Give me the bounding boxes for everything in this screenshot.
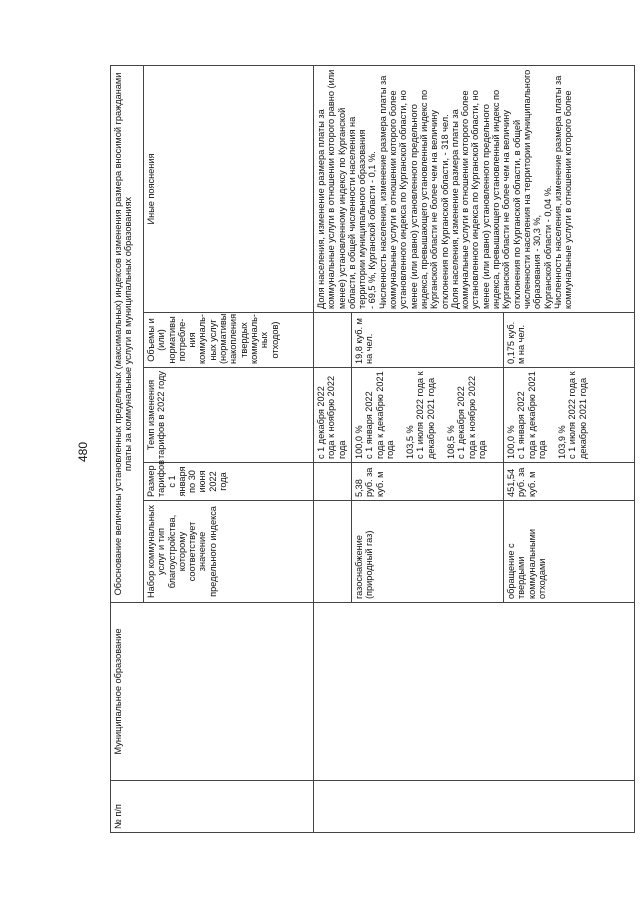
service-cell-empty <box>314 501 352 603</box>
gas-change-1: 100,0 % с 1 января 2022 года к декабрю 2021 года <box>354 371 395 459</box>
gas-tariff-size-cell: 5,38 руб. за куб. м <box>352 463 504 501</box>
municipality-cell <box>314 603 635 781</box>
volume-cell-empty <box>314 313 352 368</box>
waste-volume-cell: 0,175 куб. м на чел. <box>504 313 635 368</box>
table-row <box>314 65 352 832</box>
row-number-cell <box>314 781 635 833</box>
page-number: 480 <box>76 441 90 463</box>
rotated-table-container <box>110 66 635 833</box>
waste-tariff-size-cell: 451,54 руб. за куб. м <box>504 463 635 501</box>
gas-service-cell: газоснабжение (природный газ) <box>352 501 504 603</box>
waste-change-2: 103,9 % с 1 июля 2022 года к декабрю 2021 года <box>557 371 588 459</box>
header-justification: Обоснование величины установленных предельных (максимальных) индексов изменения размера вносимой гражданами платы за коммунальные услуги в муниципальных образованиях <box>111 65 144 602</box>
header-tariff-size: Размер тарифов с 1 января по 30 июня 2022 года <box>144 463 314 501</box>
gas-tariff-change-cell <box>352 368 504 463</box>
gas-change-2: 103,5 % с 1 июля 2022 года к декабрю 2021 года <box>405 371 436 459</box>
header-row-number: № п/п <box>111 781 314 833</box>
header-volumes: Объемы и (или) нормативы потребле-ния коммуналь-ных услуг (нормативы накопления твердых коммуналь-ных отходов) <box>144 313 314 368</box>
waste-service-cell: обращение с твердыми коммунальными отходами <box>504 501 635 603</box>
header-other: Иные пояснения <box>144 65 314 312</box>
waste-tariff-change-cell <box>504 368 635 463</box>
header-municipality: Муниципальное образование <box>111 603 314 781</box>
other-explanations-cell: Доля населения, изменение размера платы за коммунальные услуги в отношении которого равно (или менее) установленному индексу по Курганской области, в общей численности населения на территории муниципального образования - 69,5 %, Курганской области - 0,1 %. Численность населения, изменение размера платы за коммунальные услуги в отношении которого более установленного индекса по Курганской области, но менее (или равно) установленного предельного индекса, превышающего установленный индекс по Курганской области не более чем на величину отклонения по Курганской области, - 318 чел. Доля населения, изменение размера платы за коммунальные услуги в отношении которого более установленного индекса по Курганской области, но менее (или равно) установленного предельного индекса, превышающего установленный индекс по Курганской области не более чем на величину отклонения по Курганской области, в общей численности населения на территории муниципального образования - 30,3 %, Курганской области - 0,04 %. Численность населения, изменение размера платы за коммунальные услуги в отношении которого более <box>314 65 635 312</box>
justification-table <box>110 65 635 833</box>
waste-change-1: 100,0 % с 1 января 2022 года к декабрю 2021 года <box>506 371 547 459</box>
header-service-set: Набор коммунальных услуг и тип благоустройства, которому соответствует значение предельного индекса <box>144 501 314 603</box>
gas-volume-cell: 19,8 куб. м на чел. <box>352 313 504 368</box>
header-tariff-change: Темп изменения тарифов в 2022 году <box>144 368 314 463</box>
tariff-size-cell-empty <box>314 463 352 501</box>
tariff-change-cell: с 1 декабря 2022 года к ноябрю 2022 года <box>314 368 352 463</box>
gas-change-3: 108,5 % с 1 декабря 2022 года к ноябрю 2022 года <box>446 375 487 459</box>
